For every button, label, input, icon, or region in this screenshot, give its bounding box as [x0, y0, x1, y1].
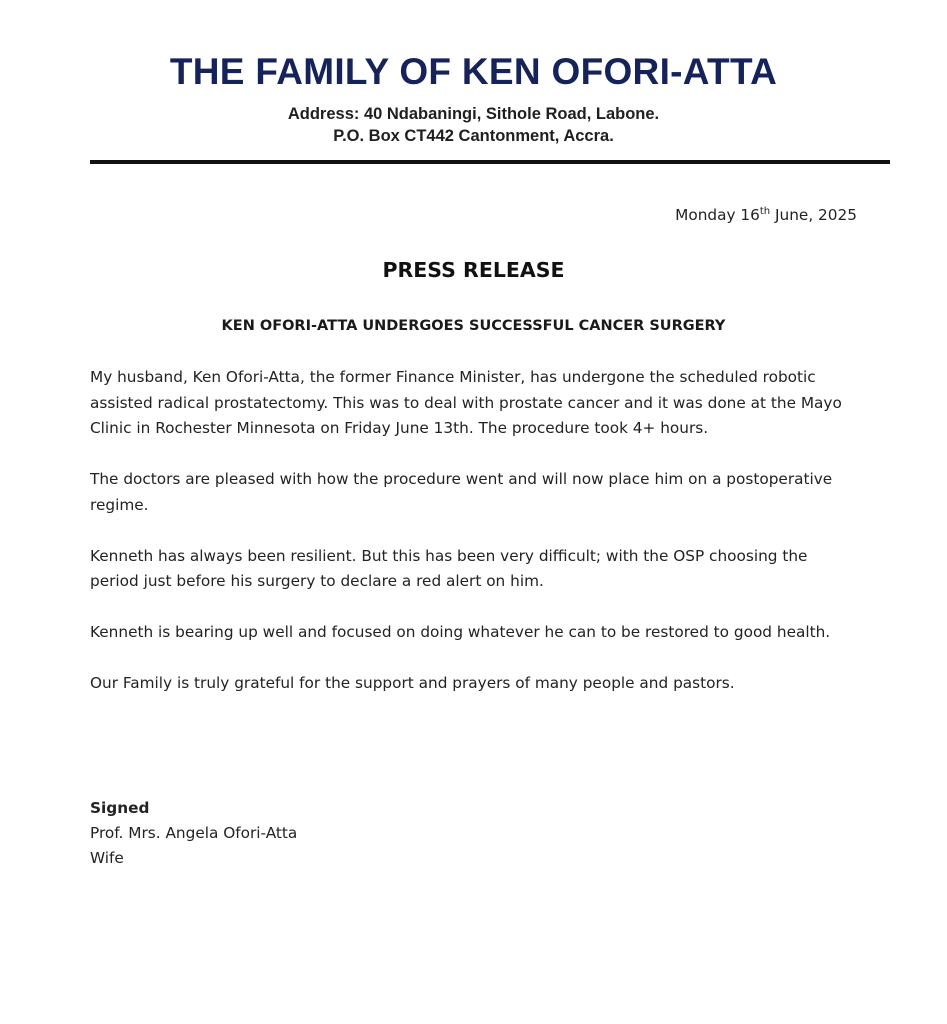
paragraph: Kenneth has always been resilient. But this has been very difficult; with the OSP choosing the period just before his surgery to declare a red alert on him.: [90, 546, 808, 590]
paragraph: Our Family is truly grateful for the support and prayers of many people and pastors.: [90, 674, 735, 692]
release-date: [675, 204, 857, 226]
body-text: [90, 365, 860, 722]
date-day: Monday 16: [675, 206, 760, 224]
signature-block: [90, 796, 297, 871]
signatory-role: Wife: [90, 849, 124, 867]
signed-label: Signed: [90, 799, 150, 817]
letterhead-address: [0, 103, 947, 147]
date-ordinal-suffix: th: [759, 205, 771, 217]
paragraph: Kenneth is bearing up well and focused on doing whatever he can to be restored to good health.: [90, 623, 831, 641]
headline: KEN OFORI-ATTA UNDERGOES SUCCESSFUL CANCER SURGERY: [221, 318, 726, 334]
paragraph: My husband, Ken Ofori-Atta, the former Finance Minister, has undergone the scheduled robotic assisted radical prostatectomy. This was to deal with prostate cancer and it was done at the Mayo Clinic in Rochester Minnesota on Friday June 13th. The procedure took 4+ hours.: [90, 368, 842, 437]
header-divider: [90, 160, 890, 164]
po-box-line: P.O. Box CT442 Cantonment, Accra.: [333, 127, 614, 145]
date-month-year: June, 2025: [770, 206, 857, 224]
address-line: Address: 40 Ndabaningi, Sithole Road, Labone.: [287, 105, 660, 123]
paragraph: The doctors are pleased with how the procedure went and will now place him on a postoperative regime.: [90, 470, 833, 514]
letterhead-title: THE FAMILY OF KEN OFORI-ATTA: [169, 51, 778, 92]
signatory-name: Prof. Mrs. Angela Ofori-Atta: [90, 824, 298, 842]
document-type-heading: PRESS RELEASE: [382, 258, 565, 282]
